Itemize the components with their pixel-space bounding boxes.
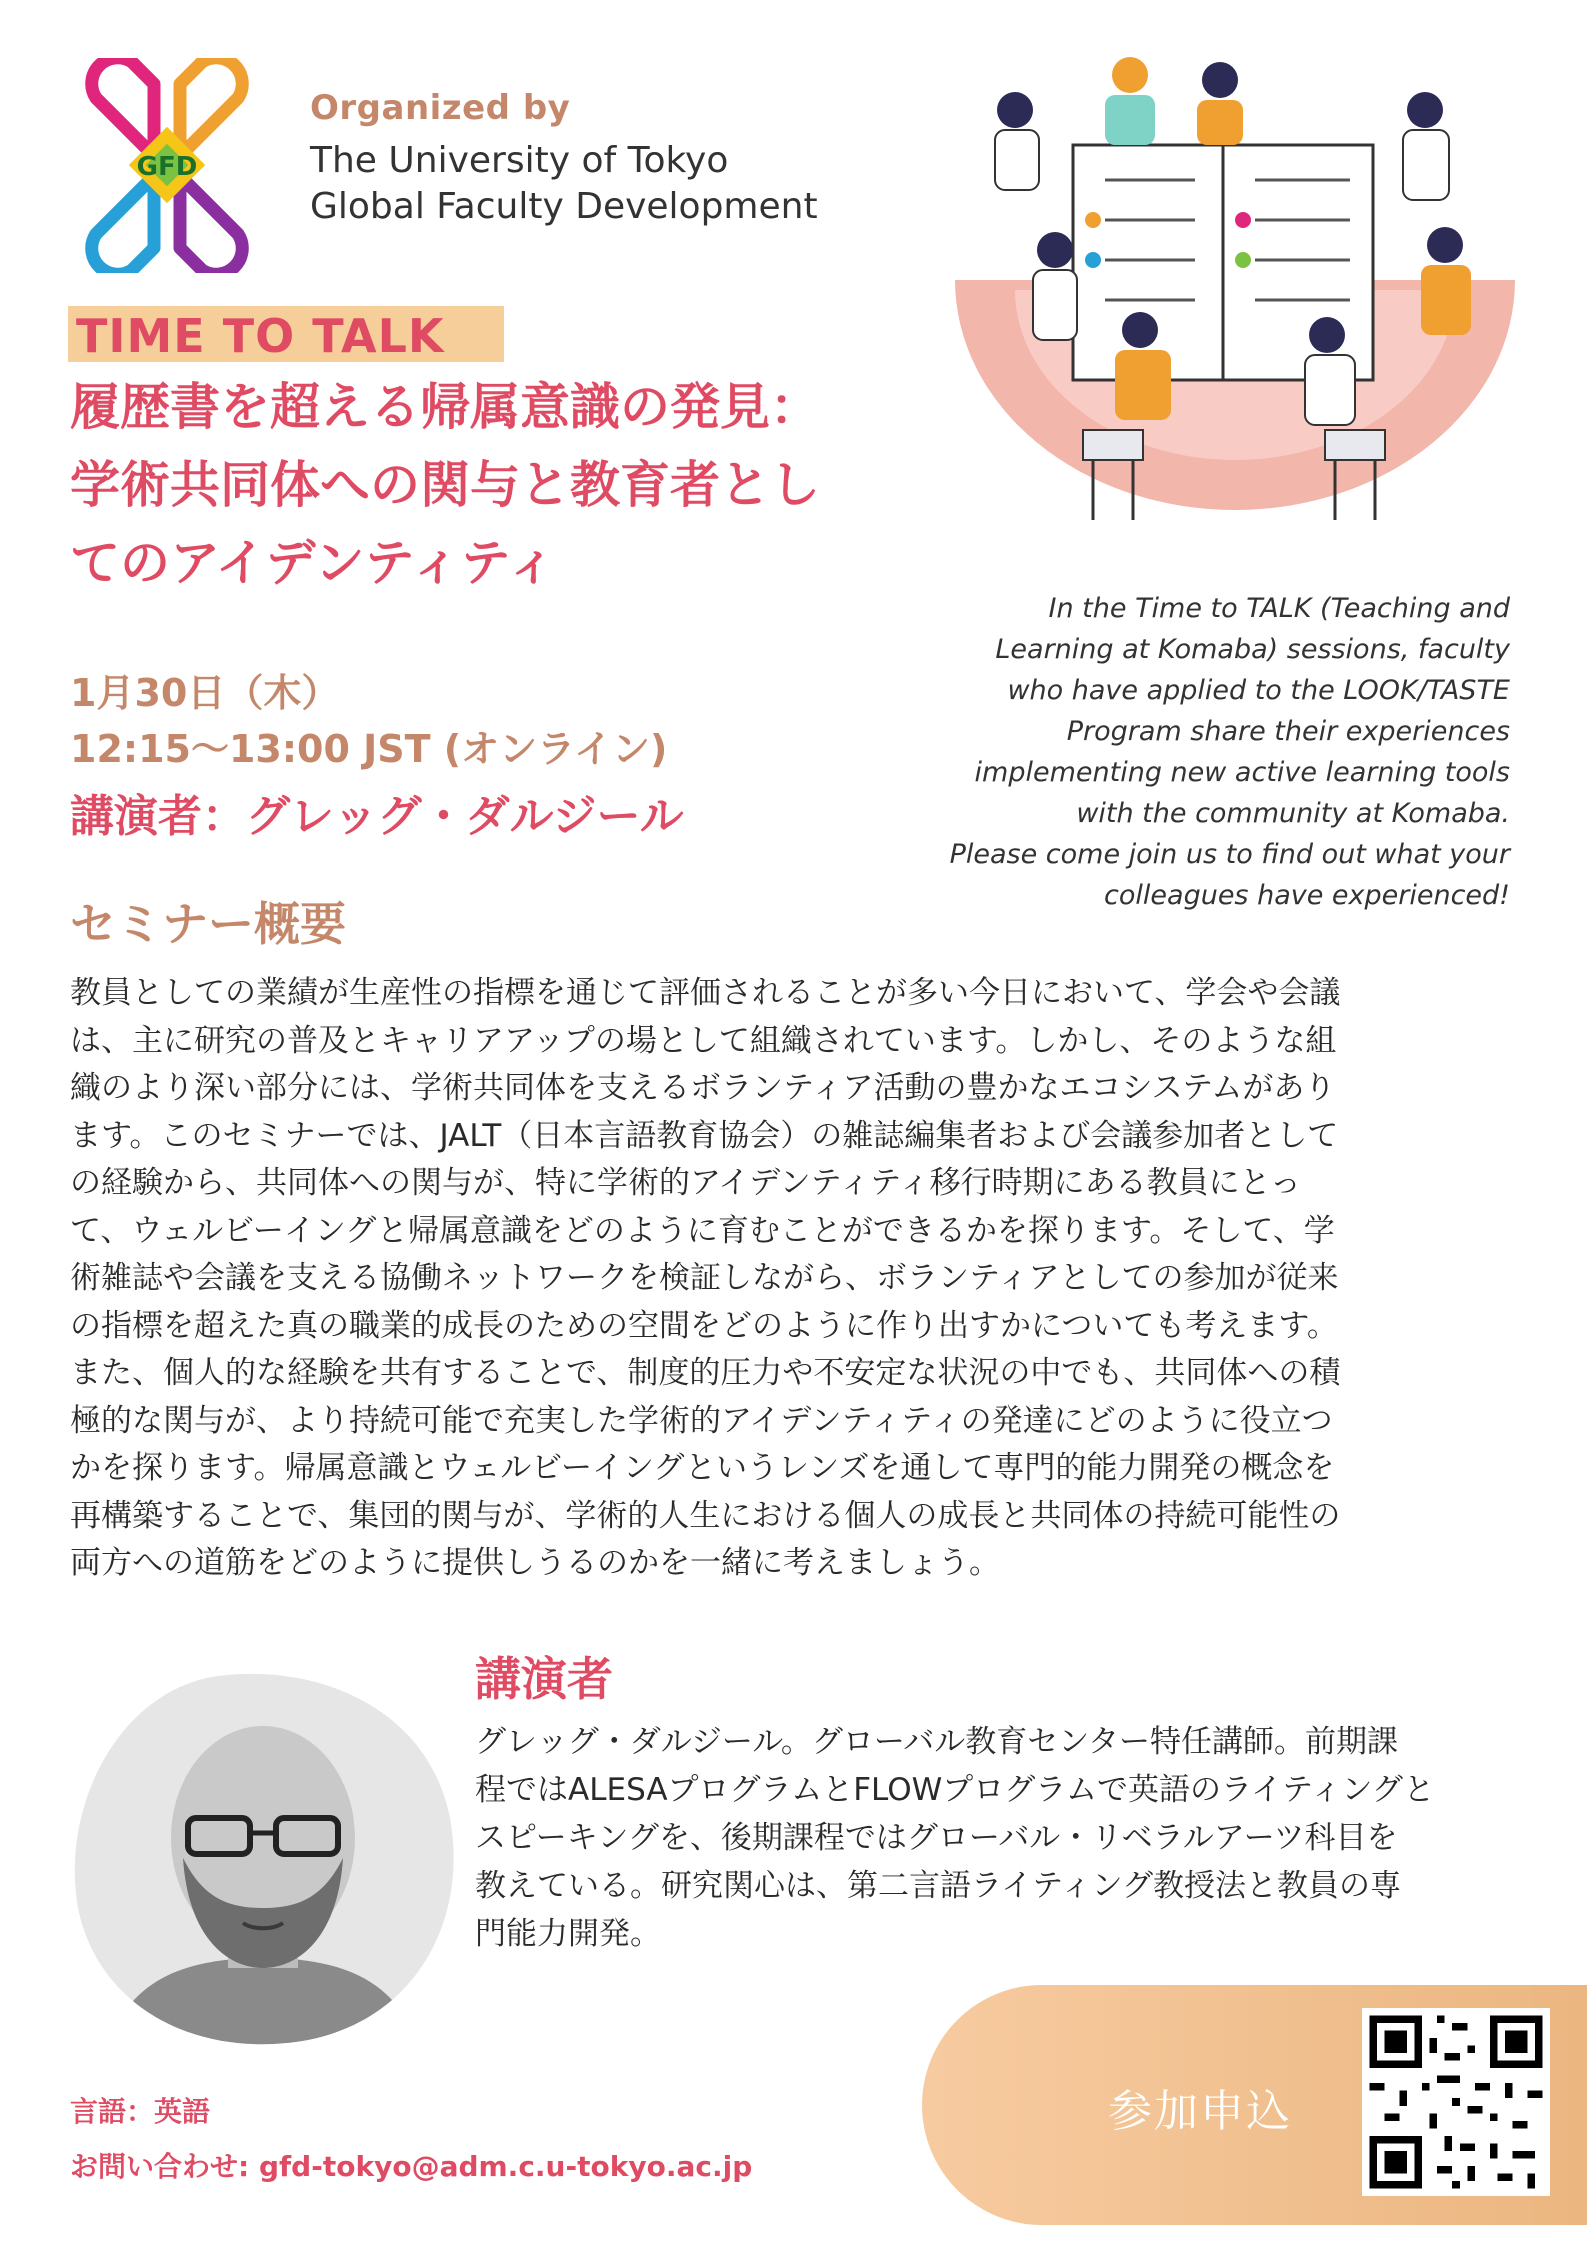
intro-line: Learning at Komaba) sessions, faculty — [995, 634, 1510, 665]
language-info: 言語：英語 — [70, 2095, 211, 2128]
intro-line: implementing new active learning tools — [974, 757, 1510, 788]
speaker-bio-line: 門能力開発。 — [475, 1916, 661, 1952]
contact-email[interactable]: お問い合わせ: gfd-tokyo@adm.c.u-tokyo.ac.jp — [70, 2150, 753, 2183]
speaker-bio — [475, 1718, 1520, 1958]
overview-line: かを探ります。帰属意識とウェルビーイングというレンズを通して専門的能力開発の概念を — [70, 1450, 1335, 1486]
organizer-label: Organized by — [310, 88, 571, 128]
speaker-photo — [68, 1668, 458, 2048]
organizer-line-2: Global Faculty Development — [310, 186, 818, 227]
gfd-logo-icon — [62, 58, 272, 273]
organizer-line-1: The University of Tokyo — [310, 140, 729, 181]
intro-line: Please come join us to find out what your — [949, 839, 1510, 870]
apply-button[interactable]: 参加申込 — [1108, 2086, 1292, 2137]
overview-line: 再構築することで、集団的関与が、学術的人生における個人の成長と共同体の持続可能性の — [70, 1497, 1341, 1534]
overview-body — [70, 970, 1520, 1588]
speaker-bio-line: 教えている。研究関心は、第二言語ライティング教授法と教員の専 — [475, 1868, 1401, 1904]
organizer-name — [310, 138, 818, 230]
overview-line: 極的な関与が、より持続可能で充実した学術的アイデンティティの発達にどのように役立つ — [70, 1402, 1333, 1439]
overview-line: は、主に研究の普及とキャリアアップの場として組織されています。しかし、そのような組 — [70, 1022, 1337, 1059]
overview-line: 両方への道筋をどのように提供しうるのかを一緒に考えましょう。 — [70, 1545, 1000, 1581]
intro-line: with the community at Komaba. — [1076, 798, 1510, 829]
speaker-heading: 講演者 — [475, 1652, 613, 1706]
overview-line: 織のより深い部分には、学術共同体を支えるボランティア活動の豊かなエコシステムがあり — [70, 1070, 1336, 1106]
speaker-bio-line: スピーキングを、後期課程ではグローバル・リベラルアーツ科目を — [475, 1820, 1398, 1856]
event-time: 12:15〜13:00 JST (オンライン) — [70, 727, 668, 771]
overview-line: 術雑誌や会議を支える協働ネットワークを検証しながら、ボランティアとしての参加が従来 — [70, 1260, 1339, 1296]
intro-line: Program share their experiences — [1066, 716, 1510, 747]
logo-letters: GFD — [136, 152, 198, 182]
event-title-line: てのアイデンティティ — [70, 534, 557, 592]
speaker-bio-line: グレッグ・ダルジール。グローバル教育センター特任講師。前期課 — [475, 1724, 1399, 1760]
event-date: 1月30日（木） — [70, 671, 340, 715]
intro-paragraph — [930, 588, 1510, 916]
intro-line: colleagues have experienced! — [1104, 880, 1510, 911]
qr-code-icon[interactable] — [1362, 2008, 1550, 2196]
overview-line: て、ウェルビーイングと帰属意識をどのように育むことができるかを探ります。そして、学 — [70, 1212, 1335, 1249]
event-title — [70, 368, 940, 602]
overview-line: の指標を超えた真の職業的成長のための空間をどのように作り出すかについても考えます。 — [70, 1307, 1338, 1344]
overview-line: 教員としての業績が生産性の指標を通じて評価されることが多い今日において、学会や会議 — [70, 975, 1341, 1011]
overview-line: の経験から、共同体への関与が、特に学術的アイデンティティ移行時期にある教員にとっ — [70, 1165, 1302, 1201]
overview-line: また、個人的な経験を共有することで、制度的圧力や不安定な状況の中でも、共同体への積 — [70, 1355, 1341, 1391]
series-title: TIME TO TALK — [76, 309, 445, 363]
event-speaker: 講演者：グレッグ・ダルジール — [70, 791, 684, 842]
event-title-line: 学術共同体への関与と教育者とし — [70, 456, 820, 514]
overview-heading: セミナー概要 — [70, 897, 346, 951]
intro-line: who have applied to the LOOK/TASTE — [1007, 675, 1510, 706]
overview-line: ます。このセミナーでは、JALT（日本言語教育協会）の雑誌編集者および会議参加者として — [70, 1117, 1339, 1154]
speaker-bio-line: 程ではALESAプログラムとFLOWプログラムで英語のライティングと — [475, 1772, 1435, 1808]
event-title-line: 履歴書を超える帰属意識の発見： — [70, 378, 820, 436]
team-meeting-illustration — [955, 50, 1515, 570]
intro-line: In the Time to TALK (Teaching and — [1048, 593, 1510, 624]
